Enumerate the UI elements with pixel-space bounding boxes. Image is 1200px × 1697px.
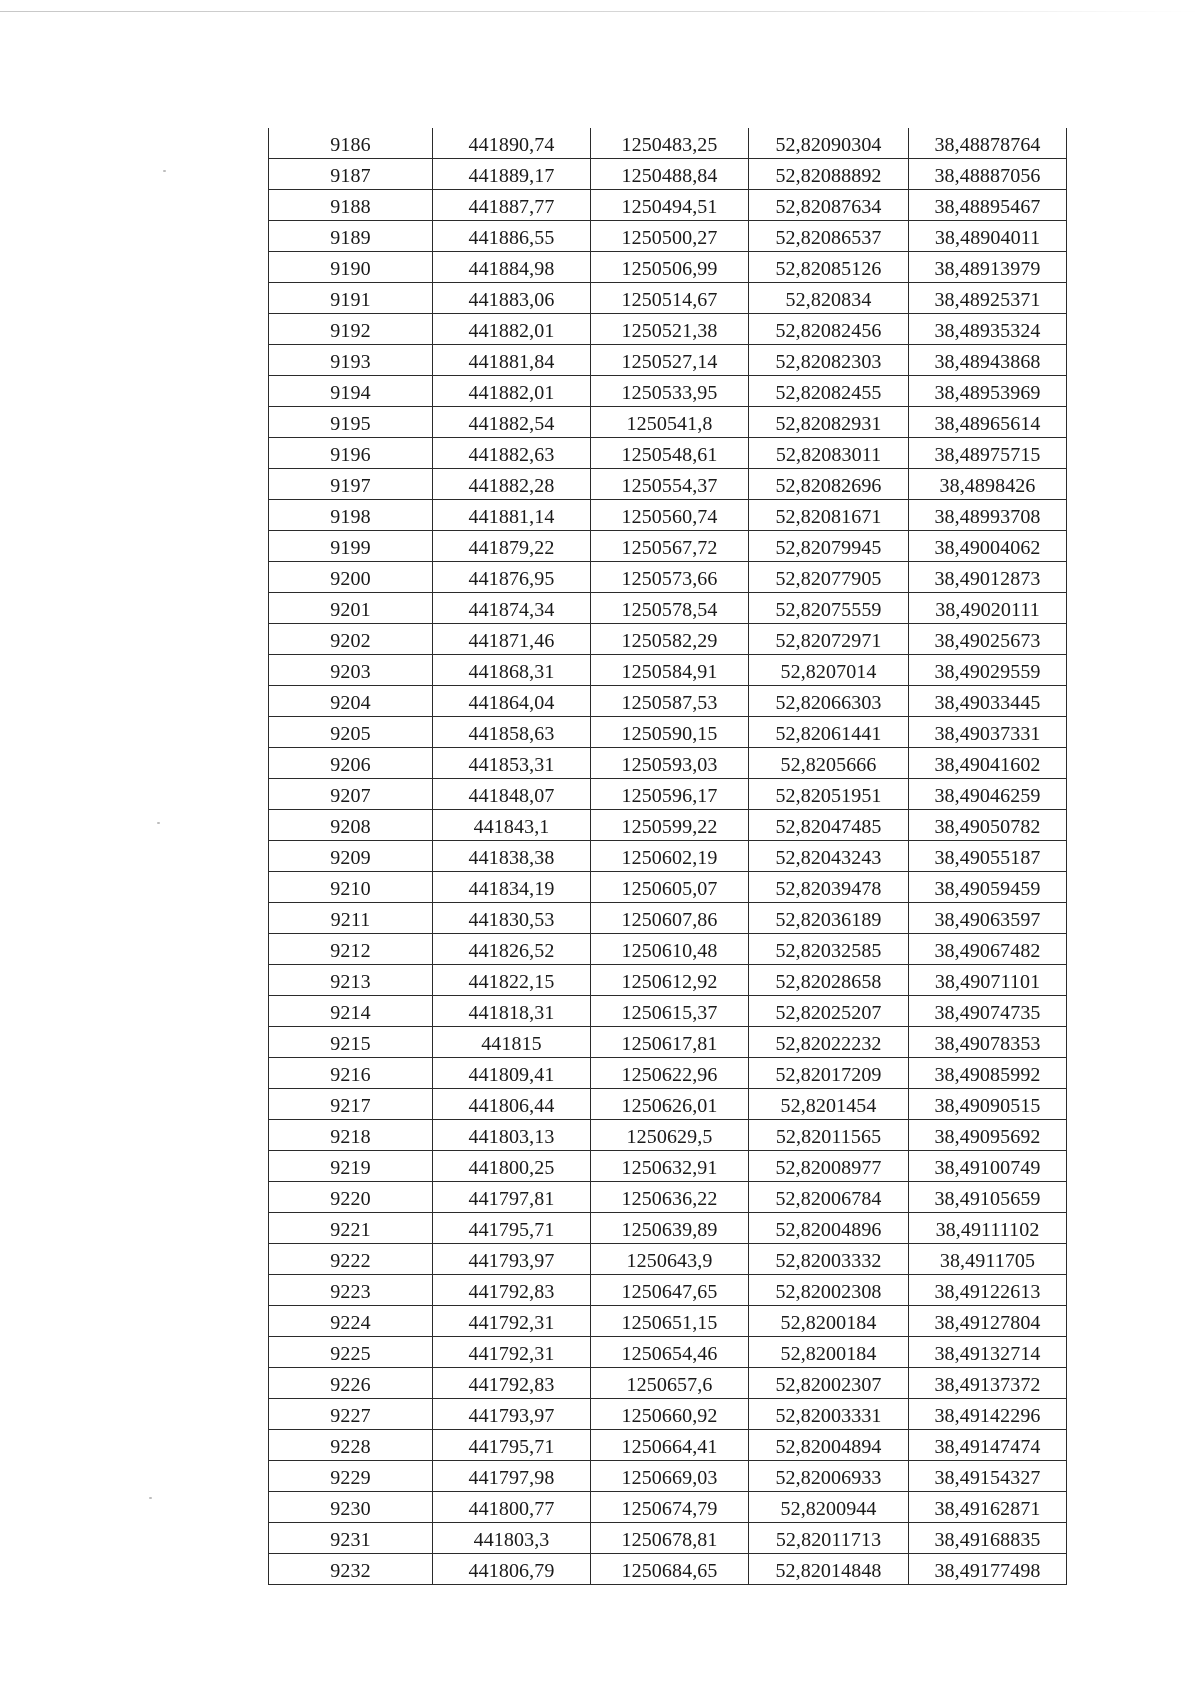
y-coordinate-cell: 1250584,91 — [591, 655, 749, 686]
y-coordinate-cell: 1250622,96 — [591, 1058, 749, 1089]
point-number-cell: 9227 — [269, 1399, 433, 1430]
x-coordinate-cell: 441884,98 — [433, 252, 591, 283]
longitude-cell: 38,49085992 — [909, 1058, 1067, 1089]
y-coordinate-cell: 1250607,86 — [591, 903, 749, 934]
table-row — [269, 655, 1067, 686]
longitude-cell: 38,49147474 — [909, 1430, 1067, 1461]
latitude-cell: 52,82017209 — [749, 1058, 909, 1089]
y-coordinate-cell: 1250626,01 — [591, 1089, 749, 1120]
point-number-cell: 9215 — [269, 1027, 433, 1058]
y-coordinate-cell: 1250605,07 — [591, 872, 749, 903]
longitude-cell: 38,49177498 — [909, 1554, 1067, 1585]
point-number-cell: 9224 — [269, 1306, 433, 1337]
point-number-cell: 9220 — [269, 1182, 433, 1213]
latitude-cell: 52,82032585 — [749, 934, 909, 965]
longitude-cell: 38,49020111 — [909, 593, 1067, 624]
y-coordinate-cell: 1250541,8 — [591, 407, 749, 438]
latitude-cell: 52,82022232 — [749, 1027, 909, 1058]
scan-speck — [157, 822, 160, 824]
latitude-cell: 52,82085126 — [749, 252, 909, 283]
point-number-cell: 9232 — [269, 1554, 433, 1585]
y-coordinate-cell: 1250567,72 — [591, 531, 749, 562]
table-row — [269, 748, 1067, 779]
x-coordinate-cell: 441822,15 — [433, 965, 591, 996]
y-coordinate-cell: 1250684,65 — [591, 1554, 749, 1585]
x-coordinate-cell: 441874,34 — [433, 593, 591, 624]
latitude-cell: 52,82006784 — [749, 1182, 909, 1213]
x-coordinate-cell: 441879,22 — [433, 531, 591, 562]
latitude-cell: 52,8200184 — [749, 1306, 909, 1337]
latitude-cell: 52,820834 — [749, 283, 909, 314]
table-row — [269, 562, 1067, 593]
longitude-cell: 38,49004062 — [909, 531, 1067, 562]
longitude-cell: 38,48965614 — [909, 407, 1067, 438]
point-number-cell: 9212 — [269, 934, 433, 965]
x-coordinate-cell: 441803,13 — [433, 1120, 591, 1151]
y-coordinate-cell: 1250554,37 — [591, 469, 749, 500]
table-row — [269, 159, 1067, 190]
x-coordinate-cell: 441864,04 — [433, 686, 591, 717]
x-coordinate-cell: 441882,01 — [433, 376, 591, 407]
scan-speck — [149, 1497, 152, 1499]
y-coordinate-cell: 1250643,9 — [591, 1244, 749, 1275]
x-coordinate-cell: 441806,44 — [433, 1089, 591, 1120]
table-row — [269, 965, 1067, 996]
latitude-cell: 52,82082696 — [749, 469, 909, 500]
y-coordinate-cell: 1250590,15 — [591, 717, 749, 748]
table-row — [269, 1461, 1067, 1492]
x-coordinate-cell: 441795,71 — [433, 1213, 591, 1244]
x-coordinate-cell: 441868,31 — [433, 655, 591, 686]
latitude-cell: 52,82083011 — [749, 438, 909, 469]
point-number-cell: 9211 — [269, 903, 433, 934]
longitude-cell: 38,49154327 — [909, 1461, 1067, 1492]
table-row — [269, 1120, 1067, 1151]
y-coordinate-cell: 1250678,81 — [591, 1523, 749, 1554]
latitude-cell: 52,8200184 — [749, 1337, 909, 1368]
longitude-cell: 38,49142296 — [909, 1399, 1067, 1430]
x-coordinate-cell: 441830,53 — [433, 903, 591, 934]
latitude-cell: 52,8200944 — [749, 1492, 909, 1523]
longitude-cell: 38,49071101 — [909, 965, 1067, 996]
latitude-cell: 52,82011565 — [749, 1120, 909, 1151]
longitude-cell: 38,49059459 — [909, 872, 1067, 903]
x-coordinate-cell: 441881,14 — [433, 500, 591, 531]
table-row — [269, 128, 1067, 159]
coordinates-table — [268, 128, 1067, 1585]
table-row — [269, 469, 1067, 500]
point-number-cell: 9186 — [269, 128, 433, 159]
latitude-cell: 52,82088892 — [749, 159, 909, 190]
x-coordinate-cell: 441843,1 — [433, 810, 591, 841]
x-coordinate-cell: 441795,71 — [433, 1430, 591, 1461]
y-coordinate-cell: 1250578,54 — [591, 593, 749, 624]
point-number-cell: 9221 — [269, 1213, 433, 1244]
table-row — [269, 934, 1067, 965]
table-row — [269, 252, 1067, 283]
longitude-cell: 38,48895467 — [909, 190, 1067, 221]
point-number-cell: 9216 — [269, 1058, 433, 1089]
x-coordinate-cell: 441871,46 — [433, 624, 591, 655]
longitude-cell: 38,48913979 — [909, 252, 1067, 283]
latitude-cell: 52,82079945 — [749, 531, 909, 562]
longitude-cell: 38,48993708 — [909, 500, 1067, 531]
y-coordinate-cell: 1250494,51 — [591, 190, 749, 221]
y-coordinate-cell: 1250521,38 — [591, 314, 749, 345]
table-row — [269, 1151, 1067, 1182]
longitude-cell: 38,49078353 — [909, 1027, 1067, 1058]
latitude-cell: 52,82039478 — [749, 872, 909, 903]
table-row — [269, 1368, 1067, 1399]
point-number-cell: 9205 — [269, 717, 433, 748]
x-coordinate-cell: 441853,31 — [433, 748, 591, 779]
latitude-cell: 52,82051951 — [749, 779, 909, 810]
latitude-cell: 52,82082456 — [749, 314, 909, 345]
table-row — [269, 531, 1067, 562]
point-number-cell: 9204 — [269, 686, 433, 717]
x-coordinate-cell: 441838,38 — [433, 841, 591, 872]
table-row — [269, 1089, 1067, 1120]
x-coordinate-cell: 441806,79 — [433, 1554, 591, 1585]
table-row — [269, 717, 1067, 748]
x-coordinate-cell: 441792,83 — [433, 1275, 591, 1306]
point-number-cell: 9194 — [269, 376, 433, 407]
x-coordinate-cell: 441887,77 — [433, 190, 591, 221]
table-row — [269, 1058, 1067, 1089]
latitude-cell: 52,82082303 — [749, 345, 909, 376]
point-number-cell: 9199 — [269, 531, 433, 562]
longitude-cell: 38,49168835 — [909, 1523, 1067, 1554]
y-coordinate-cell: 1250647,65 — [591, 1275, 749, 1306]
y-coordinate-cell: 1250629,5 — [591, 1120, 749, 1151]
y-coordinate-cell: 1250500,27 — [591, 221, 749, 252]
point-number-cell: 9201 — [269, 593, 433, 624]
y-coordinate-cell: 1250669,03 — [591, 1461, 749, 1492]
table-row — [269, 996, 1067, 1027]
table-row — [269, 1275, 1067, 1306]
y-coordinate-cell: 1250664,41 — [591, 1430, 749, 1461]
y-coordinate-cell: 1250674,79 — [591, 1492, 749, 1523]
table-row — [269, 1554, 1067, 1585]
table-row — [269, 779, 1067, 810]
latitude-cell: 52,82047485 — [749, 810, 909, 841]
longitude-cell: 38,48975715 — [909, 438, 1067, 469]
longitude-cell: 38,48878764 — [909, 128, 1067, 159]
point-number-cell: 9214 — [269, 996, 433, 1027]
x-coordinate-cell: 441809,41 — [433, 1058, 591, 1089]
longitude-cell: 38,49162871 — [909, 1492, 1067, 1523]
y-coordinate-cell: 1250636,22 — [591, 1182, 749, 1213]
x-coordinate-cell: 441793,97 — [433, 1244, 591, 1275]
table-row — [269, 376, 1067, 407]
latitude-cell: 52,82006933 — [749, 1461, 909, 1492]
longitude-cell: 38,49132714 — [909, 1337, 1067, 1368]
point-number-cell: 9226 — [269, 1368, 433, 1399]
x-coordinate-cell: 441882,28 — [433, 469, 591, 500]
table-row — [269, 345, 1067, 376]
x-coordinate-cell: 441797,81 — [433, 1182, 591, 1213]
point-number-cell: 9189 — [269, 221, 433, 252]
y-coordinate-cell: 1250483,25 — [591, 128, 749, 159]
latitude-cell: 52,82072971 — [749, 624, 909, 655]
longitude-cell: 38,48943868 — [909, 345, 1067, 376]
x-coordinate-cell: 441881,84 — [433, 345, 591, 376]
point-number-cell: 9219 — [269, 1151, 433, 1182]
y-coordinate-cell: 1250573,66 — [591, 562, 749, 593]
latitude-cell: 52,82090304 — [749, 128, 909, 159]
point-number-cell: 9195 — [269, 407, 433, 438]
point-number-cell: 9222 — [269, 1244, 433, 1275]
longitude-cell: 38,49067482 — [909, 934, 1067, 965]
point-number-cell: 9210 — [269, 872, 433, 903]
longitude-cell: 38,49111102 — [909, 1213, 1067, 1244]
x-coordinate-cell: 441882,01 — [433, 314, 591, 345]
point-number-cell: 9208 — [269, 810, 433, 841]
longitude-cell: 38,49055187 — [909, 841, 1067, 872]
x-coordinate-cell: 441797,98 — [433, 1461, 591, 1492]
y-coordinate-cell: 1250657,6 — [591, 1368, 749, 1399]
y-coordinate-cell: 1250582,29 — [591, 624, 749, 655]
longitude-cell: 38,49105659 — [909, 1182, 1067, 1213]
table-row — [269, 1027, 1067, 1058]
table-row — [269, 1306, 1067, 1337]
scan-edge-line — [0, 11, 1200, 12]
longitude-cell: 38,49050782 — [909, 810, 1067, 841]
table-row — [269, 810, 1067, 841]
latitude-cell: 52,8207014 — [749, 655, 909, 686]
x-coordinate-cell: 441886,55 — [433, 221, 591, 252]
latitude-cell: 52,82011713 — [749, 1523, 909, 1554]
latitude-cell: 52,82004894 — [749, 1430, 909, 1461]
x-coordinate-cell: 441826,52 — [433, 934, 591, 965]
y-coordinate-cell: 1250548,61 — [591, 438, 749, 469]
table-row — [269, 500, 1067, 531]
longitude-cell: 38,49100749 — [909, 1151, 1067, 1182]
x-coordinate-cell: 441848,07 — [433, 779, 591, 810]
y-coordinate-cell: 1250639,89 — [591, 1213, 749, 1244]
latitude-cell: 52,82008977 — [749, 1151, 909, 1182]
longitude-cell: 38,49012873 — [909, 562, 1067, 593]
latitude-cell: 52,82003332 — [749, 1244, 909, 1275]
point-number-cell: 9197 — [269, 469, 433, 500]
point-number-cell: 9218 — [269, 1120, 433, 1151]
point-number-cell: 9225 — [269, 1337, 433, 1368]
x-coordinate-cell: 441890,74 — [433, 128, 591, 159]
y-coordinate-cell: 1250587,53 — [591, 686, 749, 717]
point-number-cell: 9191 — [269, 283, 433, 314]
latitude-cell: 52,82043243 — [749, 841, 909, 872]
longitude-cell: 38,49090515 — [909, 1089, 1067, 1120]
longitude-cell: 38,48953969 — [909, 376, 1067, 407]
x-coordinate-cell: 441793,97 — [433, 1399, 591, 1430]
latitude-cell: 52,82077905 — [749, 562, 909, 593]
table-row — [269, 283, 1067, 314]
y-coordinate-cell: 1250610,48 — [591, 934, 749, 965]
latitude-cell: 52,82002307 — [749, 1368, 909, 1399]
latitude-cell: 52,82004896 — [749, 1213, 909, 1244]
x-coordinate-cell: 441858,63 — [433, 717, 591, 748]
longitude-cell: 38,49122613 — [909, 1275, 1067, 1306]
table-row — [269, 1213, 1067, 1244]
longitude-cell: 38,49074735 — [909, 996, 1067, 1027]
x-coordinate-cell: 441818,31 — [433, 996, 591, 1027]
y-coordinate-cell: 1250533,95 — [591, 376, 749, 407]
longitude-cell: 38,4911705 — [909, 1244, 1067, 1275]
longitude-cell: 38,48887056 — [909, 159, 1067, 190]
latitude-cell: 52,82002308 — [749, 1275, 909, 1306]
point-number-cell: 9230 — [269, 1492, 433, 1523]
table-row — [269, 1492, 1067, 1523]
longitude-cell: 38,49063597 — [909, 903, 1067, 934]
table-row — [269, 190, 1067, 221]
latitude-cell: 52,82075559 — [749, 593, 909, 624]
y-coordinate-cell: 1250599,22 — [591, 810, 749, 841]
longitude-cell: 38,4898426 — [909, 469, 1067, 500]
point-number-cell: 9196 — [269, 438, 433, 469]
scan-speck — [163, 170, 166, 172]
table-row — [269, 903, 1067, 934]
table-row — [269, 872, 1067, 903]
latitude-cell: 52,82028658 — [749, 965, 909, 996]
latitude-cell: 52,82087634 — [749, 190, 909, 221]
point-number-cell: 9190 — [269, 252, 433, 283]
longitude-cell: 38,49025673 — [909, 624, 1067, 655]
y-coordinate-cell: 1250615,37 — [591, 996, 749, 1027]
x-coordinate-cell: 441792,31 — [433, 1306, 591, 1337]
y-coordinate-cell: 1250593,03 — [591, 748, 749, 779]
table-row — [269, 1523, 1067, 1554]
point-number-cell: 9187 — [269, 159, 433, 190]
y-coordinate-cell: 1250654,46 — [591, 1337, 749, 1368]
latitude-cell: 52,82082455 — [749, 376, 909, 407]
latitude-cell: 52,82086537 — [749, 221, 909, 252]
y-coordinate-cell: 1250602,19 — [591, 841, 749, 872]
table-row — [269, 1399, 1067, 1430]
x-coordinate-cell: 441834,19 — [433, 872, 591, 903]
longitude-cell: 38,49041602 — [909, 748, 1067, 779]
coordinates-table-container — [268, 128, 1066, 1585]
y-coordinate-cell: 1250632,91 — [591, 1151, 749, 1182]
x-coordinate-cell: 441792,83 — [433, 1368, 591, 1399]
longitude-cell: 38,49127804 — [909, 1306, 1067, 1337]
longitude-cell: 38,48925371 — [909, 283, 1067, 314]
y-coordinate-cell: 1250514,67 — [591, 283, 749, 314]
longitude-cell: 38,49037331 — [909, 717, 1067, 748]
longitude-cell: 38,49137372 — [909, 1368, 1067, 1399]
point-number-cell: 9207 — [269, 779, 433, 810]
latitude-cell: 52,82061441 — [749, 717, 909, 748]
y-coordinate-cell: 1250617,81 — [591, 1027, 749, 1058]
point-number-cell: 9192 — [269, 314, 433, 345]
table-row — [269, 593, 1067, 624]
x-coordinate-cell: 441882,54 — [433, 407, 591, 438]
x-coordinate-cell: 441882,63 — [433, 438, 591, 469]
latitude-cell: 52,8201454 — [749, 1089, 909, 1120]
y-coordinate-cell: 1250488,84 — [591, 159, 749, 190]
y-coordinate-cell: 1250660,92 — [591, 1399, 749, 1430]
table-row — [269, 1430, 1067, 1461]
point-number-cell: 9223 — [269, 1275, 433, 1306]
latitude-cell: 52,82036189 — [749, 903, 909, 934]
x-coordinate-cell: 441876,95 — [433, 562, 591, 593]
point-number-cell: 9193 — [269, 345, 433, 376]
point-number-cell: 9188 — [269, 190, 433, 221]
point-number-cell: 9231 — [269, 1523, 433, 1554]
latitude-cell: 52,82003331 — [749, 1399, 909, 1430]
table-row — [269, 438, 1067, 469]
y-coordinate-cell: 1250596,17 — [591, 779, 749, 810]
x-coordinate-cell: 441792,31 — [433, 1337, 591, 1368]
table-row — [269, 221, 1067, 252]
point-number-cell: 9209 — [269, 841, 433, 872]
table-row — [269, 407, 1067, 438]
latitude-cell: 52,82081671 — [749, 500, 909, 531]
latitude-cell: 52,82025207 — [749, 996, 909, 1027]
longitude-cell: 38,49046259 — [909, 779, 1067, 810]
x-coordinate-cell: 441803,3 — [433, 1523, 591, 1554]
table-row — [269, 624, 1067, 655]
latitude-cell: 52,82014848 — [749, 1554, 909, 1585]
point-number-cell: 9213 — [269, 965, 433, 996]
point-number-cell: 9198 — [269, 500, 433, 531]
x-coordinate-cell: 441889,17 — [433, 159, 591, 190]
point-number-cell: 9229 — [269, 1461, 433, 1492]
latitude-cell: 52,82082931 — [749, 407, 909, 438]
point-number-cell: 9206 — [269, 748, 433, 779]
point-number-cell: 9217 — [269, 1089, 433, 1120]
latitude-cell: 52,8205666 — [749, 748, 909, 779]
table-row — [269, 686, 1067, 717]
x-coordinate-cell: 441883,06 — [433, 283, 591, 314]
longitude-cell: 38,49033445 — [909, 686, 1067, 717]
table-row — [269, 841, 1067, 872]
y-coordinate-cell: 1250506,99 — [591, 252, 749, 283]
latitude-cell: 52,82066303 — [749, 686, 909, 717]
y-coordinate-cell: 1250612,92 — [591, 965, 749, 996]
longitude-cell: 38,49095692 — [909, 1120, 1067, 1151]
y-coordinate-cell: 1250651,15 — [591, 1306, 749, 1337]
point-number-cell: 9202 — [269, 624, 433, 655]
table-row — [269, 1244, 1067, 1275]
x-coordinate-cell: 441815 — [433, 1027, 591, 1058]
table-row — [269, 1182, 1067, 1213]
longitude-cell: 38,48935324 — [909, 314, 1067, 345]
x-coordinate-cell: 441800,25 — [433, 1151, 591, 1182]
y-coordinate-cell: 1250527,14 — [591, 345, 749, 376]
y-coordinate-cell: 1250560,74 — [591, 500, 749, 531]
point-number-cell: 9200 — [269, 562, 433, 593]
table-row — [269, 1337, 1067, 1368]
point-number-cell: 9228 — [269, 1430, 433, 1461]
coordinates-table-body — [269, 128, 1067, 1585]
point-number-cell: 9203 — [269, 655, 433, 686]
table-row — [269, 314, 1067, 345]
longitude-cell: 38,49029559 — [909, 655, 1067, 686]
x-coordinate-cell: 441800,77 — [433, 1492, 591, 1523]
longitude-cell: 38,48904011 — [909, 221, 1067, 252]
